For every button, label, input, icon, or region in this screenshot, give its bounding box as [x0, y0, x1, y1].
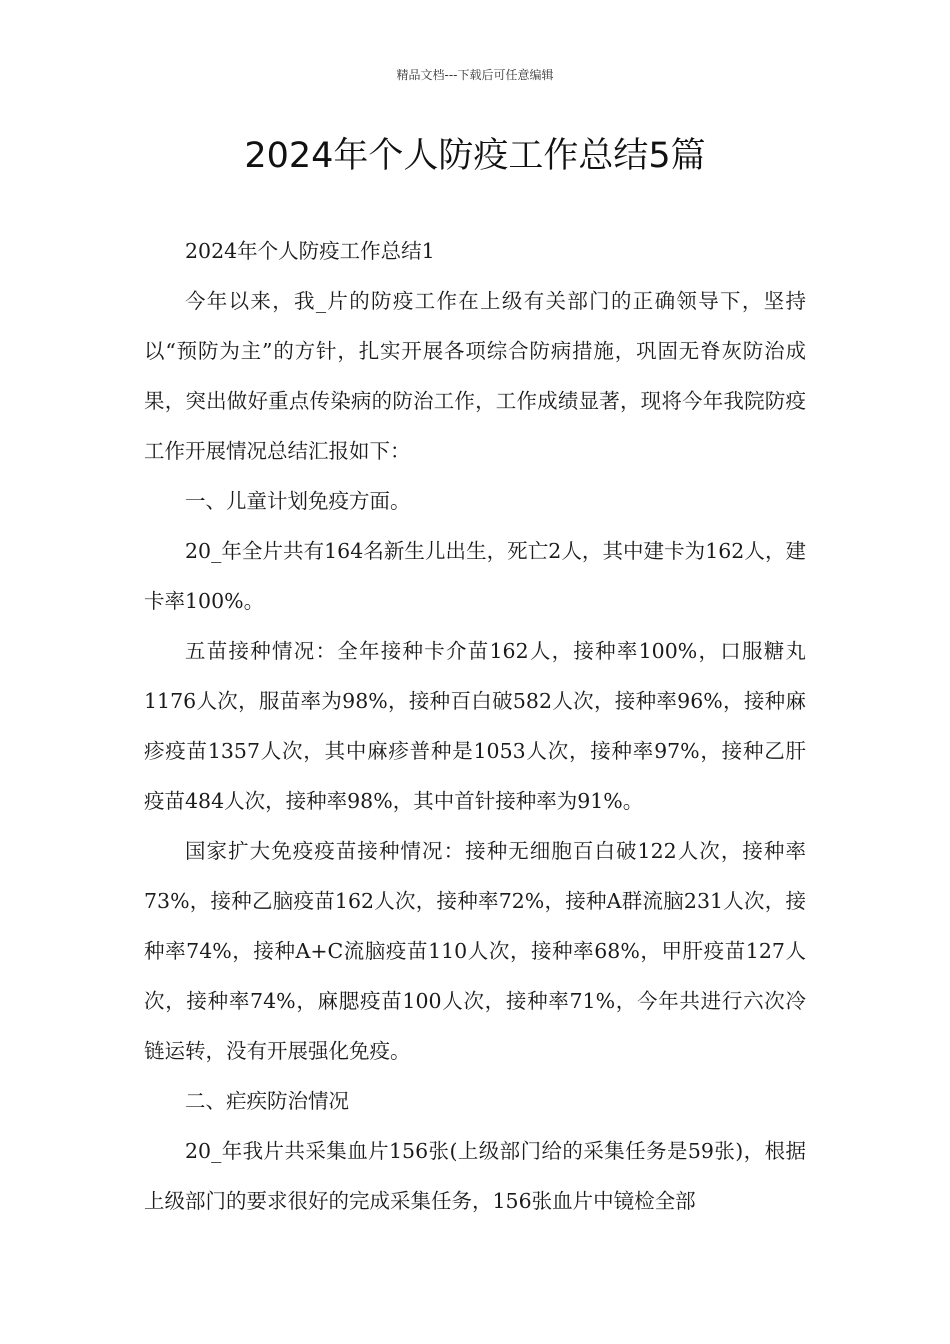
five-vaccines-paragraph: 五苗接种情况：全年接种卡介苗162人，接种率100%，口服糖丸1176人次，服苗率为98%，接种百白破582人次，接种率96%，接种麻疹疫苗1357人次，其中麻疹普种是1053人次，接种率97%，接种乙肝疫苗484人次，接种率98%，其中首针接种率为91%。 — [144, 639, 806, 813]
section-heading-malaria: 二、疟疾防治情况 — [185, 1089, 349, 1113]
section-heading-1: 2024年个人防疫工作总结1 — [185, 239, 435, 263]
document-title: 2024年个人防疫工作总结5篇 — [244, 136, 706, 176]
expanded-immunization-paragraph: 国家扩大免疫疫苗接种情况：接种无细胞百白破122人次，接种率73%，接种乙脑疫苗162人次，接种率72%，接种A群流脑231人次，接种率74%，接种A+C流脑疫苗110人次，接种率68%，甲肝疫苗127人次，接种率74%，麻腮疫苗100人次，接种率71%，今年共进行六次冷链运转，没有开展强化免疫。 — [144, 839, 806, 1063]
section-heading-immunization: 一、儿童计划免疫方面。 — [185, 489, 411, 513]
malaria-paragraph: 20_年我片共采集血片156张(上级部门给的采集任务是59张)，根据上级部门的要求很好的完成采集任务，156张血片中镜检全部 — [144, 1139, 806, 1213]
document-body — [144, 226, 806, 1226]
header-note: 精品文档---下载后可任意编辑 — [396, 68, 554, 82]
newborn-paragraph: 20_年全片共有164名新生儿出生，死亡2人，其中建卡为162人，建卡率100%。 — [144, 539, 806, 613]
intro-paragraph: 今年以来，我_片的防疫工作在上级有关部门的正确领导下，坚持以“预防为主”的方针，扎实开展各项综合防病措施，巩固无脊灰防治成果，突出做好重点传染病的防治工作，工作成绩显著，现将今年我院防疫工作开展情况总结汇报如下： — [144, 289, 806, 463]
